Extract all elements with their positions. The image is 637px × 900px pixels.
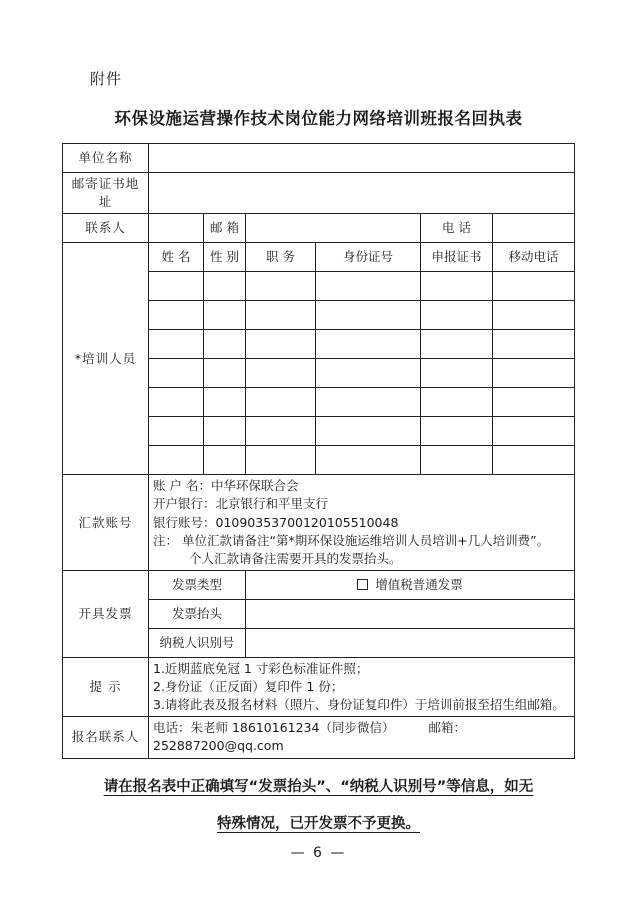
trainee-cell-position[interactable] xyxy=(246,446,316,475)
taxpayer-id-label: 纳税人识别号 xyxy=(149,628,246,657)
trainee-cell-certificate[interactable] xyxy=(421,272,493,301)
trainee-cell-position[interactable] xyxy=(246,301,316,330)
table-row-unit-name xyxy=(63,144,575,173)
trainee-cell-position[interactable] xyxy=(246,359,316,388)
trainee-cell-mobile[interactable] xyxy=(493,446,575,475)
trainee-cell-gender[interactable] xyxy=(204,330,246,359)
footer-note-line-1: 请在报名表中正确填写“发票抬头”、“纳税人识别号”等信息，如无 xyxy=(103,779,534,795)
registrar-contact xyxy=(149,717,575,758)
attachment-label: 附件 xyxy=(90,70,123,88)
trainee-col-position: 职 务 xyxy=(246,243,316,272)
trainee-cell-mobile[interactable] xyxy=(493,301,575,330)
trainee-cell-gender[interactable] xyxy=(204,446,246,475)
table-row-contact xyxy=(63,214,575,243)
trainee-cell-name[interactable] xyxy=(149,417,204,446)
remittance-label: 汇款账号 xyxy=(63,475,149,571)
trainees-label: *培训人员 xyxy=(63,243,149,475)
phone-input[interactable] xyxy=(493,214,575,243)
trainee-cell-mobile[interactable] xyxy=(493,330,575,359)
registrar-email: 邮箱：252887200@qq.com xyxy=(153,720,466,754)
table-row-registrar xyxy=(63,717,575,758)
trainee-cell-name[interactable] xyxy=(149,330,204,359)
contact-input[interactable] xyxy=(149,214,204,243)
table-row-tips xyxy=(63,657,575,716)
footer-note xyxy=(0,775,637,833)
trainee-cell-idcard[interactable] xyxy=(316,272,421,301)
trainee-cell-gender[interactable] xyxy=(204,301,246,330)
trainee-cell-position[interactable] xyxy=(246,417,316,446)
trainee-cell-gender[interactable] xyxy=(204,359,246,388)
email-input[interactable] xyxy=(246,214,421,243)
invoice-type-option-label: 增值税普通发票 xyxy=(375,576,463,592)
trainee-cell-idcard[interactable] xyxy=(316,359,421,388)
trainee-cell-position[interactable] xyxy=(246,272,316,301)
trainee-cell-name[interactable] xyxy=(149,388,204,417)
table-row-mail-address xyxy=(63,173,575,214)
invoice-title-input[interactable] xyxy=(246,599,575,628)
trainee-cell-idcard[interactable] xyxy=(316,446,421,475)
invoice-title-label: 发票抬头 xyxy=(149,599,246,628)
trainee-col-mobile: 移动电话 xyxy=(493,243,575,272)
footer-note-line-2: 特殊情况，已开发票不予更换。 xyxy=(217,816,420,832)
tips-line-2: 2.身份证（正反面）复印件 1 份； xyxy=(153,679,344,694)
phone-label: 电 话 xyxy=(421,214,493,243)
mail-address-input[interactable] xyxy=(149,173,575,214)
trainee-col-gender: 性 别 xyxy=(204,243,246,272)
trainee-cell-idcard[interactable] xyxy=(316,301,421,330)
invoice-label: 开具发票 xyxy=(63,570,149,657)
remittance-account-name: 账 户 名：中华环保联合会 xyxy=(153,478,299,494)
trainee-col-name: 姓 名 xyxy=(149,243,204,272)
trainee-cell-certificate[interactable] xyxy=(421,359,493,388)
trainee-cell-position[interactable] xyxy=(246,388,316,417)
trainee-col-idcard: 身份证号 xyxy=(316,243,421,272)
trainee-cell-idcard[interactable] xyxy=(316,417,421,446)
trainee-cell-certificate[interactable] xyxy=(421,301,493,330)
page-title: 环保设施运营操作技术岗位能力网络培训班报名回执表 xyxy=(114,109,523,128)
remittance-details xyxy=(149,475,575,571)
trainee-cell-certificate[interactable] xyxy=(421,446,493,475)
invoice-type-label: 发票类型 xyxy=(149,570,246,599)
trainee-cell-name[interactable] xyxy=(149,272,204,301)
contact-label: 联系人 xyxy=(63,214,149,243)
trainee-cell-certificate[interactable] xyxy=(421,417,493,446)
registration-form-table xyxy=(62,143,575,759)
checkbox-icon[interactable] xyxy=(357,579,368,590)
remittance-note-unit: 注： 单位汇款请备注“第*期环保设施运维培训人员培训+几人培训费”。 xyxy=(153,532,550,548)
table-row-invoice-type xyxy=(63,570,575,599)
trainee-cell-name[interactable] xyxy=(149,301,204,330)
trainee-cell-idcard[interactable] xyxy=(316,330,421,359)
trainee-cell-mobile[interactable] xyxy=(493,359,575,388)
taxpayer-id-input[interactable] xyxy=(246,628,575,657)
remittance-account-number: 银行账号：01090353700120105510048 xyxy=(153,514,399,530)
tips-label: 提 示 xyxy=(63,657,149,716)
trainee-cell-name[interactable] xyxy=(149,359,204,388)
trainee-cell-gender[interactable] xyxy=(204,417,246,446)
trainee-cell-mobile[interactable] xyxy=(493,417,575,446)
trainee-cell-position[interactable] xyxy=(246,330,316,359)
unit-name-input[interactable] xyxy=(149,144,575,173)
mail-address-label: 邮寄证书地址 xyxy=(63,173,149,214)
trainee-cell-name[interactable] xyxy=(149,446,204,475)
registrar-label: 报名联系人 xyxy=(63,717,149,758)
tips-line-1: 1.近期蓝底免冠 1 寸彩色标准证件照； xyxy=(153,660,369,676)
email-label: 邮 箱 xyxy=(204,214,246,243)
trainee-cell-certificate[interactable] xyxy=(421,330,493,359)
tips-content xyxy=(149,657,575,716)
remittance-bank: 开户银行：北京银行和平里支行 xyxy=(153,496,329,512)
trainee-cell-mobile[interactable] xyxy=(493,272,575,301)
trainee-cell-idcard[interactable] xyxy=(316,388,421,417)
registrar-phone: 电话：朱老师 18610161234（同步微信） xyxy=(153,720,395,736)
table-row-remittance xyxy=(63,475,575,571)
invoice-type-option-cell[interactable] xyxy=(246,570,575,599)
trainee-cell-certificate[interactable] xyxy=(421,388,493,417)
trainee-cell-gender[interactable] xyxy=(204,272,246,301)
trainee-col-certificate: 申报证书 xyxy=(421,243,493,272)
page-number: — 6 — xyxy=(290,845,347,861)
table-row-trainee-header xyxy=(63,243,575,272)
tips-line-3: 3.请将此表及报名材料（照片、身份证复印件）于培训前报至招生组邮箱。 xyxy=(153,697,565,713)
trainee-cell-gender[interactable] xyxy=(204,388,246,417)
unit-name-label: 单位名称 xyxy=(63,144,149,173)
trainee-cell-mobile[interactable] xyxy=(493,388,575,417)
remittance-note-personal: 个人汇款请备注需要开具的发票抬头。 xyxy=(189,550,402,566)
